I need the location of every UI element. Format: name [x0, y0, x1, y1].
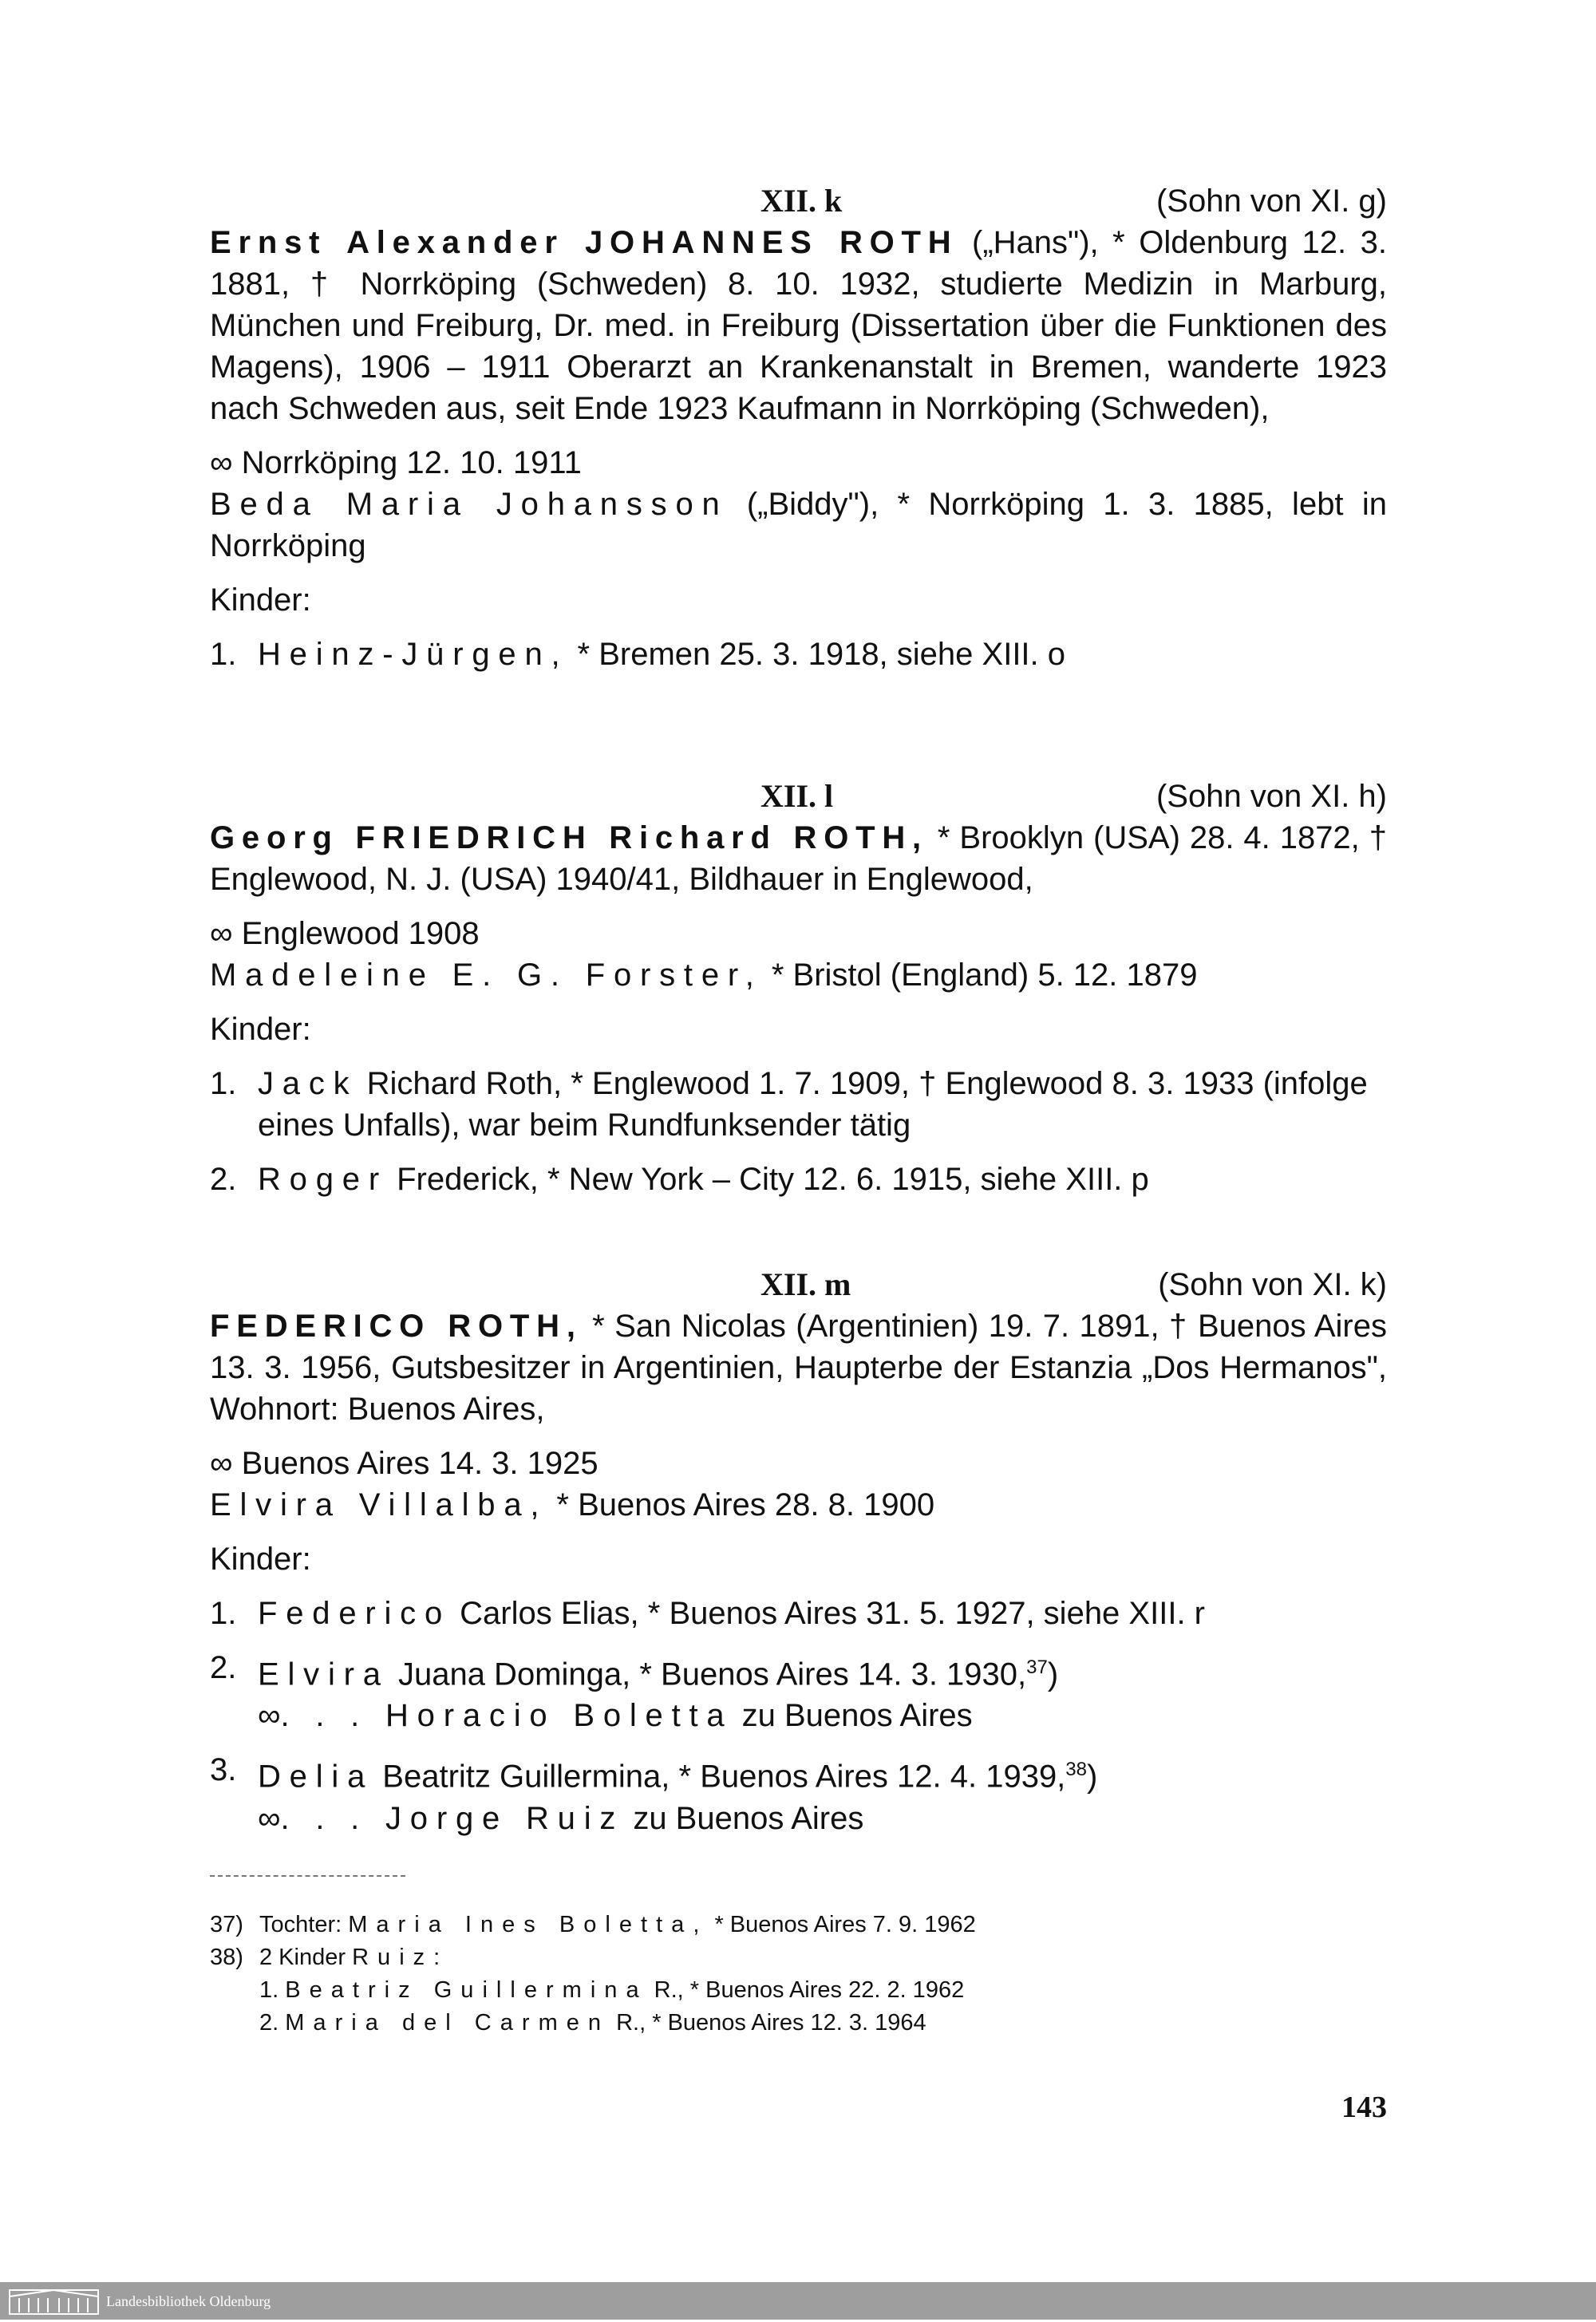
marriage-line [210, 1443, 1387, 1484]
child-spouse-name: . . . Horacio Boletta [280, 1698, 733, 1734]
marriage-line [210, 442, 1387, 484]
spouse-info: * Buenos Aires 28. 8. 1900 [556, 1487, 935, 1522]
child-name: Elvira [258, 1657, 389, 1692]
child-name: Roger [258, 1162, 388, 1197]
marriage-line [210, 913, 1387, 954]
child-entry [210, 1749, 1387, 1838]
footnote-name: Ruiz: [352, 1945, 449, 1970]
child-info: * Bremen 25. 3. 1918, siehe XIII. o [577, 637, 1066, 672]
footnote-38 [210, 1941, 1387, 1974]
section-id: XII. l [760, 778, 834, 814]
child-info: Carlos Elias, * Buenos Aires 31. 5. 1927, siehe XIII. r [460, 1596, 1205, 1631]
person-bio: * Brooklyn (USA) 28. 4. 1872, † Englewood, N. J. (USA) 1940/41, Bildhauer in Englewood, [210, 820, 1387, 897]
footnote-info: * Buenos Aires 7. 9. 1962 [714, 1912, 976, 1937]
footnotes [210, 1909, 1387, 2040]
child-number: 2. [210, 1162, 237, 1197]
parent-reference: (Sohn von XI. g) [1156, 184, 1387, 219]
sub-item-info: R., * Buenos Aires 12. 3. 1964 [616, 2010, 926, 2036]
library-building-icon [8, 2287, 100, 2316]
marriage-info: Norrköping 12. 10. 1911 [241, 445, 582, 480]
library-footer-bar [0, 2282, 1596, 2320]
person-name: Georg FRIEDRICH Richard ROTH, [210, 820, 928, 855]
parent-reference: (Sohn von XI. k) [1158, 1267, 1387, 1302]
parent-reference: (Sohn von XI. h) [1156, 779, 1387, 814]
child-number: 2. [210, 1650, 237, 1685]
footnote-number: 37) [210, 1912, 243, 1937]
child-entry [210, 1063, 1387, 1146]
marriage-info: Buenos Aires 14. 3. 1925 [241, 1446, 598, 1481]
child-number: 1. [210, 1066, 237, 1101]
child-name: Jack [258, 1066, 358, 1101]
child-number: 1. [210, 1596, 237, 1631]
footnote-label: Tochter: [259, 1912, 342, 1937]
children-label: Kinder: [210, 1012, 311, 1047]
person-paragraph [210, 222, 1387, 429]
child-entry [210, 634, 1387, 675]
footnote-sub-item [210, 2007, 1387, 2040]
child-spouse-info: zu Buenos Aires [633, 1800, 864, 1836]
child-spouse-name: . . . Jorge Ruiz [280, 1800, 625, 1836]
child-info: Frederick, * New York – City 12. 6. 1915, siehe XIII. p [397, 1162, 1149, 1197]
person-bio: * San Nicolas (Argentinien) 19. 7. 1891, † Buenos Aires 13. 3. 1956, Gutsbesitzer in Argentinien, Haupterbe der Estanzia „Dos Hermanos", Wohnort: Buenos Aires, [210, 1309, 1387, 1427]
spouse-paragraph [210, 484, 1387, 567]
footnote-name: Maria Ines Boletta, [348, 1912, 709, 1937]
child-spouse-info: zu Buenos Aires [741, 1698, 973, 1734]
spouse-name: Elvira Villalba, [210, 1487, 548, 1522]
child-entry [210, 1647, 1387, 1736]
footnote-divider [210, 1875, 405, 1877]
spouse-info: * Bristol (England) 5. 12. 1879 [771, 958, 1198, 993]
spouse-name: Beda Maria Johansson [210, 487, 729, 522]
footnote-37 [210, 1909, 1387, 1941]
footnote-sub-item [210, 1974, 1387, 2007]
footnote-ref[interactable]: 37 [1026, 1657, 1048, 1678]
child-info: Beatritz Guillermina, * Buenos Aires 12. 4. 1939, [382, 1759, 1066, 1795]
footnote-number: 38) [210, 1945, 243, 1970]
child-name: Federico [258, 1596, 452, 1631]
children-label: Kinder: [210, 1542, 311, 1577]
person-paragraph [210, 817, 1387, 900]
person-paragraph [210, 1305, 1387, 1430]
spouse-paragraph [210, 954, 1387, 996]
page-number: 143 [1341, 2091, 1387, 2124]
child-name: Delia [258, 1759, 374, 1795]
marriage-symbol: ∞ [258, 1800, 281, 1836]
entry-xii-k [210, 180, 1387, 675]
child-number: 3. [210, 1752, 237, 1788]
section-id: XII. k [760, 183, 843, 219]
entry-xii-l [210, 776, 1387, 1200]
library-name[interactable]: Landesbibliothek Oldenburg [106, 2292, 271, 2309]
child-name: Heinz-Jürgen, [258, 637, 569, 672]
child-info: Juana Dominga, * Buenos Aires 14. 3. 1930, [397, 1657, 1027, 1692]
spouse-info: („Biddy"), * Norrköping 1. 3. 1885, lebt in Norrköping [210, 487, 1387, 563]
footnote-ref[interactable]: 38 [1065, 1759, 1087, 1781]
marriage-info: Englewood 1908 [241, 916, 480, 951]
footnote-close: ) [1047, 1657, 1059, 1692]
footnote-close: ) [1087, 1759, 1098, 1795]
sub-item-info: R., * Buenos Aires 22. 2. 1962 [654, 1977, 965, 2003]
marriage-symbol: ∞ [210, 1446, 233, 1481]
sub-item-number: 2. [259, 2010, 279, 2036]
sub-item-name: Maria del Carmen [285, 2010, 610, 2036]
sub-item-number: 1. [259, 1977, 279, 2003]
footnote-label: 2 Kinder [259, 1945, 346, 1970]
marriage-symbol: ∞ [258, 1698, 281, 1734]
person-bio: („Hans"), * Oldenburg 12. 3. 1881, † Norrköping (Schweden) 8. 10. 1932, studierte Medizin in Marburg, München und Freiburg, Dr. med. in Freiburg (Dissertation über die Funktionen des Magens), 1906 – 1911 Oberarzt an Krankenanstalt in Bremen, wanderte 1923 nach Schweden aus, seit Ende 1923 Kaufmann in Norrköping (Schweden), [210, 225, 1387, 426]
child-info: Richard Roth, * Englewood 1. 7. 1909, † Englewood 8. 3. 1933 (infolge eines Unfalls), war beim Rundfunksender tätig [258, 1066, 1368, 1143]
spouse-paragraph [210, 1484, 1387, 1526]
marriage-symbol: ∞ [210, 445, 233, 480]
child-number: 1. [210, 637, 237, 672]
person-name: FEDERICO ROTH, [210, 1309, 583, 1344]
child-entry [210, 1159, 1387, 1200]
children-label: Kinder: [210, 582, 311, 618]
spouse-name: Madeleine E. G. Forster, [210, 958, 763, 993]
section-id: XII. m [760, 1266, 851, 1302]
sub-item-name: Beatriz Guillermina [285, 1977, 648, 2003]
person-name: Ernst Alexander JOHANNES ROTH [210, 225, 958, 260]
child-entry [210, 1593, 1387, 1634]
marriage-symbol: ∞ [210, 916, 233, 951]
entry-xii-m [210, 1264, 1387, 1839]
